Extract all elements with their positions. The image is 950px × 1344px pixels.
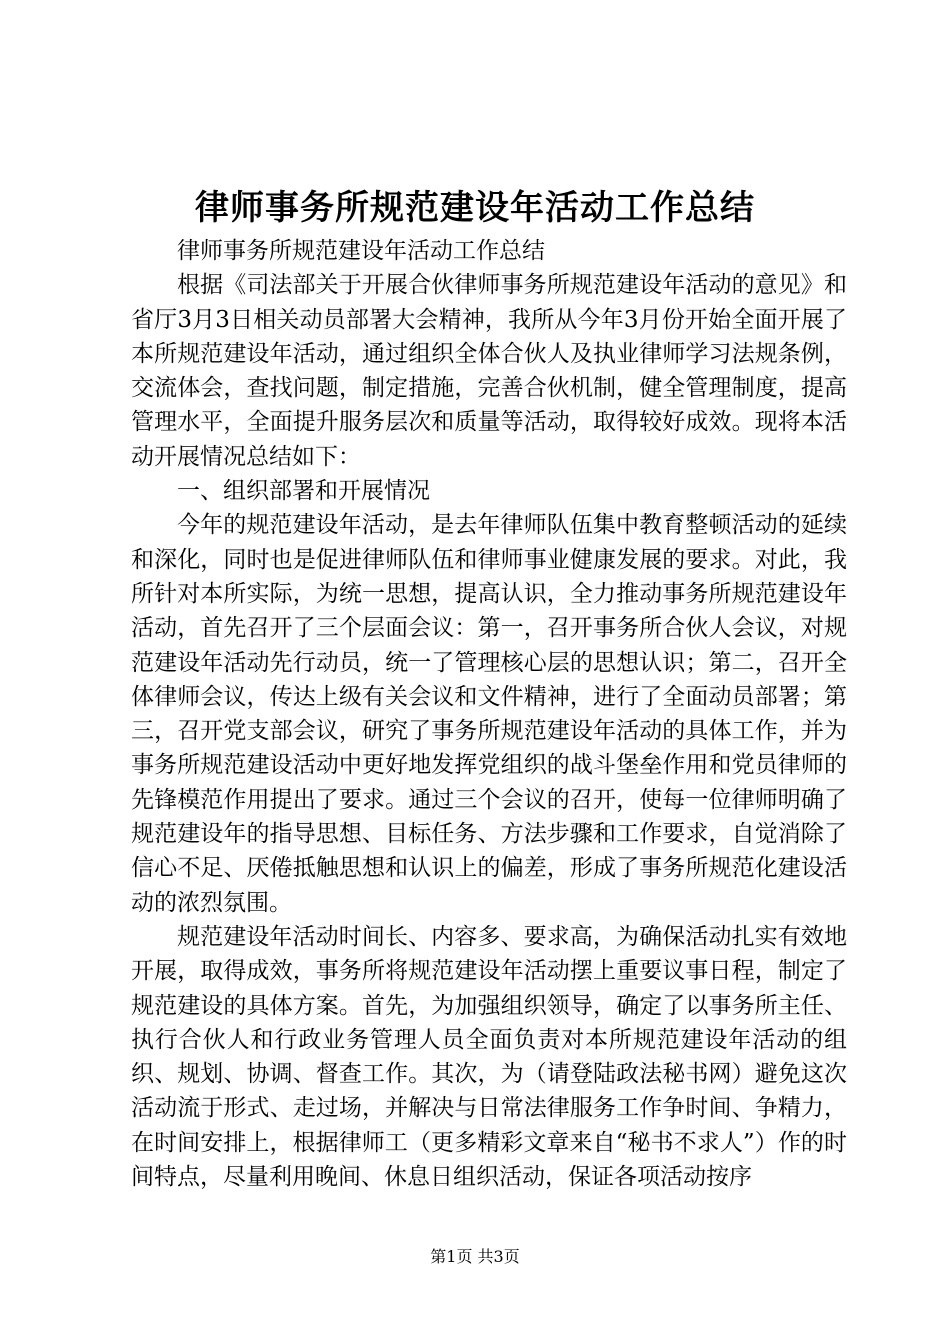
paragraph-subtitle: 律师事务所规范建设年活动工作总结 [177, 238, 545, 264]
paragraph-body-1: 今年的规范建设年活动，是去年律师队伍集中教育整顿活动的延续和深化，同时也是促进律师队伍和律师事业健康发展的要求。对此，我所针对本所实际，为统一思想，提高认识，全力推动事务所规范建设年活动，首先召开了三个层面会议：第一，召开事务所合伙人会议，对规范建设年活动先行动员，统一了管理核心层的思想认识；第二，召开全体律师会议，传达上级有关会议和文件精神，进行了全面动员部署；第三，召开党支部会议，研究了事务所规范建设年活动的具体工作，并为事务所规范建设活动中更好地发挥党组织的战斗堡垒作用和党员律师的先锋模范作用提出了要求。通过三个会议的召开，使每一位律师明确了规范建设年的指导思想、目标任务、方法步骤和工作要求，自觉消除了信心不足、厌倦抵触思想和认识上的偏差，形成了事务所规范化建设活动的浓烈氛围。 [131, 512, 847, 916]
paragraph-intro: 根据《司法部关于开展合伙律师事务所规范建设年活动的意见》和省厅3月3日相关动员部署大会精神，我所从今年3月份开始全面开展了本所规范建设年活动，通过组织全体合伙人及执业律师学习法规条例，交流体会，查找问题，制定措施，完善合伙机制，健全管理制度，提高管理水平，全面提升服务层次和质量等活动，取得较好成效。现将本活动开展情况总结如下： [131, 272, 847, 470]
paragraph-body-2: 规范建设年活动时间长、内容多、要求高，为确保活动扎实有效地开展，取得成效，事务所将规范建设年活动摆上重要议事日程，制定了规范建设的具体方案。首先，为加强组织领导，确定了以事务所主任、执行合伙人和行政业务管理人员全面负责对本所规范建设年活动的组织、规划、协调、督查工作。其次，为（请登陆政法秘书网）避免这次活动流于形式、走过场，并解决与日常法律服务工作争时间、争精力，在时间安排上，根据律师工（更多精彩文章来自“秘书不求人”）作的时间特点，尽量利用晚间、休息日组织活动，保证各项活动按序 [131, 923, 847, 1191]
document-title: 律师事务所规范建设年活动工作总结 [195, 188, 755, 228]
page-number: 第1页 共3页 [430, 1247, 520, 1266]
section-heading: 一、组织部署和开展情况 [177, 478, 430, 505]
document-body [131, 234, 847, 1194]
